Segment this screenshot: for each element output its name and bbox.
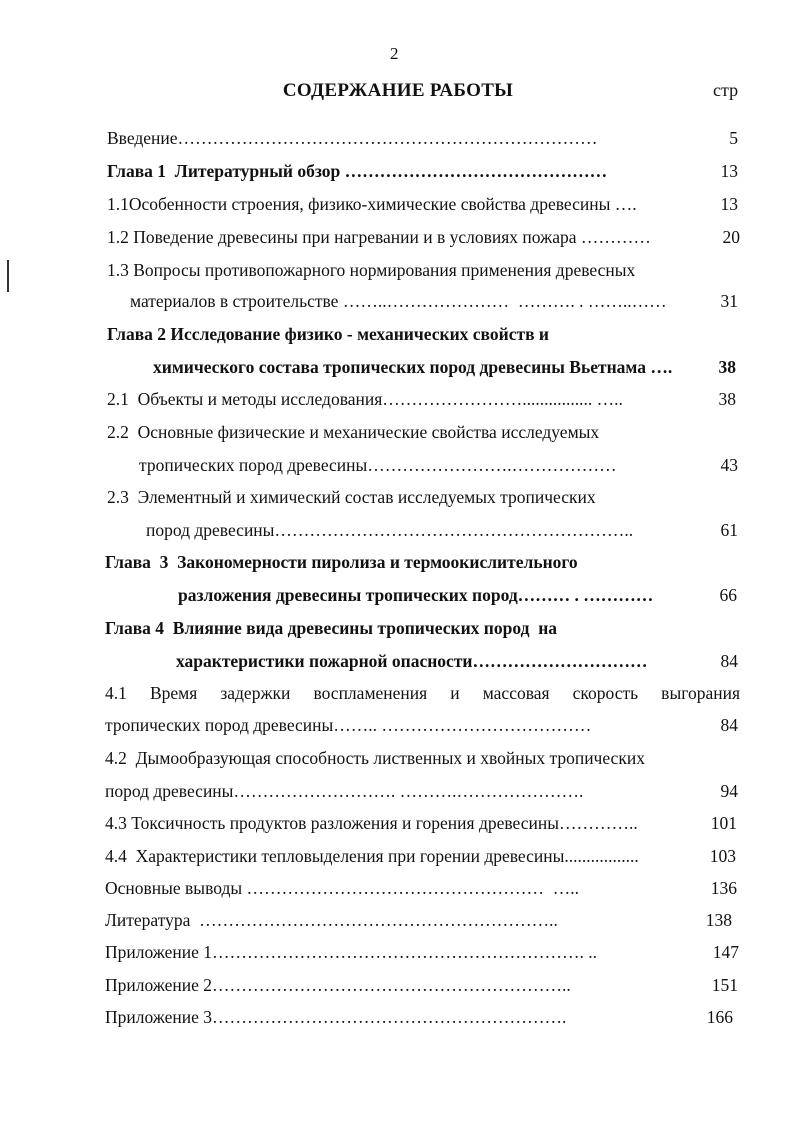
toc-entry-text: пород древесины…………………………………………………….. <box>146 520 634 540</box>
toc-entry-text: 1.2 Поведение древесины при нагревании и в условиях пожара ………… <box>107 227 651 247</box>
toc-entry-text: материалов в строительстве ……..………………… ………. . ……..…… <box>130 291 667 311</box>
toc-entry-page: 84 <box>720 715 738 735</box>
toc-entry-text: Глава 1 Литературный обзор ……………………………………… <box>107 161 608 181</box>
toc-entry-text: тропических пород древесины…………………….……………… <box>139 455 617 475</box>
page-number: 2 <box>390 44 399 63</box>
toc-entry-text: Глава 2 Исследование физико - механических свойств и <box>107 324 549 344</box>
toc-entry-text: пород древесины………………………. ……….…………………. <box>105 781 584 801</box>
toc-entry-page: 103 <box>709 846 736 866</box>
toc-entry-page: 43 <box>720 455 738 475</box>
toc-entry-page: 166 <box>706 1007 733 1027</box>
toc-entry-text: Основные выводы …………………………………………… ….. <box>105 878 579 898</box>
toc-entry-page: 20 <box>722 227 740 247</box>
toc-entry-text: Приложение 3……………………………………………………. <box>105 1007 567 1027</box>
toc-entry-text: Глава 4 Влияние вида древесины тропических пород на <box>105 618 558 638</box>
toc-entry-page: 66 <box>719 585 737 605</box>
document-title: СОДЕРЖАНИЕ РАБОТЫ <box>282 80 514 101</box>
toc-entry-text: Приложение 1………………………………………………………. .. <box>105 942 598 962</box>
toc-entry-text: 2.3 Элементный и химический состав исследуемых тропических <box>107 487 596 507</box>
toc-entry-text: 4.3 Токсичность продуктов разложения и горения древесины………….. <box>105 813 638 833</box>
toc-entry-page: 138 <box>705 910 732 930</box>
toc-entry-text: Литература …………………………………………………….. <box>105 910 558 930</box>
toc-entry-page: 61 <box>720 520 738 540</box>
toc-entry-page: 38 <box>718 389 736 409</box>
toc-entry-page: 31 <box>720 291 738 311</box>
toc-entry-text: Введение……………………………………………………………… <box>107 128 598 148</box>
toc-entry-text: 4.1 Время задержки воспламенения и массовая скорость выгорания <box>105 683 740 703</box>
toc-entry-text: 2.1 Объекты и методы исследования……………………................ ….. <box>107 389 623 409</box>
toc-entry-text: разложения древесины тропических пород……… . ………… <box>178 585 654 605</box>
toc-entry-page: 84 <box>720 651 738 671</box>
toc-entry-page: 5 <box>729 128 738 148</box>
toc-entry-page: 136 <box>710 878 737 898</box>
toc-entry-text: 4.2 Дымообразующая способность лиственных и хвойных тропических <box>105 748 645 768</box>
toc-entry-text: 4.4 Характеристики тепловыделения при горении древесины................. <box>105 846 639 866</box>
toc-entry-page: 38 <box>718 357 736 377</box>
toc-entry-text: химического состава тропических пород древесины Вьетнама …. <box>153 357 673 377</box>
toc-entry-text: Приложение 2…………………………………………………….. <box>105 975 571 995</box>
toc-entry-text: 1.3 Вопросы противопожарного нормирования применения древесных <box>107 260 636 280</box>
toc-entry-page: 13 <box>720 161 738 181</box>
toc-entry-page: 151 <box>711 975 738 995</box>
toc-entry-text: характеристики пожарной опасности………………………… <box>176 651 648 671</box>
margin-mark <box>7 260 9 292</box>
toc-entry-page: 101 <box>710 813 737 833</box>
page-column-header: стр <box>713 80 739 100</box>
toc-entry-text: 2.2 Основные физические и механические свойства исследуемых <box>107 422 600 442</box>
toc-entry-page: 13 <box>720 194 738 214</box>
toc-entry-text: Глава 3 Закономерности пиролиза и термоокислительного <box>105 552 578 572</box>
toc-entry-text: тропических пород древесины…….. ……………………………… <box>105 715 592 735</box>
toc-entry-text: 1.1Особенности строения, физико-химические свойства древесины …. <box>107 194 637 214</box>
toc-entry-page: 94 <box>720 781 738 801</box>
toc-entry-page: 147 <box>712 942 739 962</box>
